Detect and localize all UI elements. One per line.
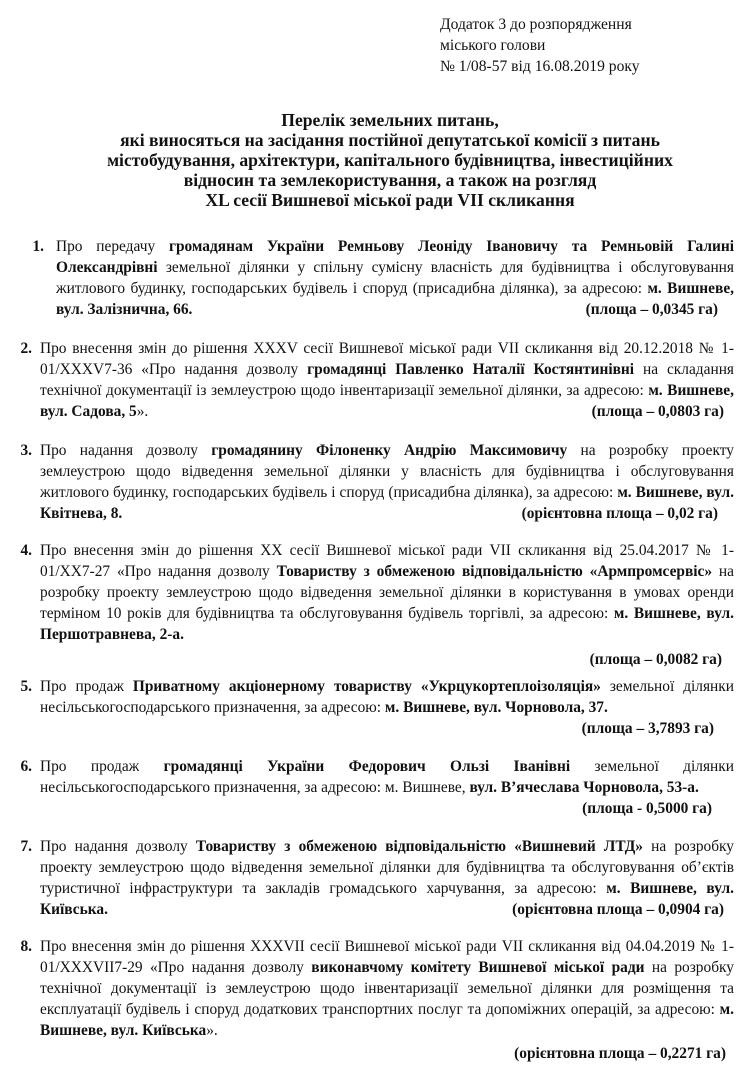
item-address: м. Вишневе, вул. Садова, 5	[40, 382, 734, 420]
list-item	[20, 540, 734, 670]
item-text	[56, 236, 734, 320]
item-text	[40, 836, 734, 920]
list-item	[20, 936, 734, 1064]
appendix-line: міського голови	[440, 37, 546, 54]
list-item	[32, 236, 734, 320]
appendix-line: Додаток 3 до розпорядження	[440, 16, 632, 33]
document-title	[40, 110, 740, 210]
item-number: 8.	[20, 938, 32, 955]
title-line: відносин та землекористування, а також на розгляд	[183, 170, 597, 190]
list-item	[20, 338, 735, 422]
item-text-part: Про внесення змін до рішення XX сесії Вишневої міської ради VII скликання від 25.04.2017 № 1-01/XX7-27 «Про надання дозволу	[40, 542, 734, 580]
item-text-part: ».	[136, 403, 149, 420]
title-line: містобудування, архітектури, капітального будівництва, інвестиційних	[107, 150, 673, 170]
item-text	[40, 440, 734, 524]
item-text-part: земельної ділянки у спільну сумісну власність для будівництва і обслуговування житлового будинку, господарських будівель і споруд (присадибна ділянка), за адресою:	[56, 259, 734, 297]
item-subject: громадянці Павленко Наталії Костянтинівні	[307, 361, 635, 378]
item-number: 4.	[20, 542, 32, 559]
item-subject: Товариству з обмеженою відповідальністю «Армпромсервіс»	[276, 563, 713, 580]
item-address: вул. В’ячеслава Чорновола, 53-а.	[469, 779, 699, 796]
appendix-line: № 1/08-57 від 16.08.2019 року	[440, 58, 640, 75]
item-subject: громадянці України Федорович Ользі Іванівні	[163, 758, 571, 775]
item-text-part: Про передачу	[56, 238, 169, 255]
list-item	[20, 676, 735, 739]
item-address: м. Вишневе, вул. Київська	[40, 1001, 734, 1039]
item-text	[40, 338, 734, 422]
item-address: м. Вишневе, вул. Квітнева, 8.	[40, 484, 735, 522]
item-subject: Приватному акціонерному товариству «Укрцукортеплоізоляція»	[132, 678, 601, 695]
item-address: м. Вишневе, вул. Чорновола, 37.	[384, 699, 608, 716]
item-text	[40, 540, 734, 645]
item-area: (площа - 0,5000 га)	[582, 800, 712, 817]
item-number: 6.	[20, 758, 32, 775]
title-line: XL сесії Вишневої міської ради VII скликання	[205, 190, 575, 210]
item-subject: громадянам України Ремньову Леоніду Івановичу та Ремньовій Галині Олександрівні	[56, 238, 734, 276]
list-item	[20, 440, 735, 524]
list-item	[20, 756, 734, 819]
item-text-part: Про продаж	[40, 678, 133, 695]
item-subject: громадянину Філоненку Андрію Максимовичу	[211, 442, 568, 459]
item-number: 1.	[32, 238, 44, 255]
item-address: м. Вишневе, вул. Першотравнева, 2-а.	[40, 605, 734, 643]
item-number: 5.	[20, 678, 32, 695]
item-area: (орієнтовна площа – 0,0904 га)	[512, 901, 724, 918]
item-text-part: ».	[206, 1022, 218, 1039]
item-subject: виконавчому комітету Вишневої міської ради	[311, 959, 645, 976]
item-text	[40, 756, 734, 817]
item-text-part: на складання технічної документації із землеустрою щодо інвентаризації земельної ділянки, за адресою:	[40, 361, 735, 399]
item-number: 3.	[20, 442, 32, 459]
appendix-note	[440, 14, 740, 77]
item-number: 2.	[20, 340, 32, 357]
title-line: Перелік земельних питань,	[281, 110, 499, 130]
item-area: (площа – 3,7893 га)	[581, 720, 714, 737]
item-area: (площа – 0,0803 га)	[591, 403, 724, 420]
item-text-part: Про продаж	[40, 758, 164, 775]
item-text-part: земельної ділянки несільськогосподарського призначення, за адресою:	[40, 678, 735, 716]
title-line: які виносяться на засідання постійної депутатської комісії з питань	[120, 130, 660, 150]
item-area: (орієнтовна площа – 0,02 га)	[521, 505, 718, 522]
list-item	[20, 836, 735, 920]
item-text	[40, 936, 734, 1041]
item-text-part: земельної ділянки несільськогосподарського призначення, за адресою: м. Вишневе,	[40, 758, 734, 796]
item-text-part: Про надання дозволу	[40, 838, 196, 855]
item-text-part: на розробку проекту землеустрою щодо відведення земельної ділянки у власність для будівництва і обслуговування житлового будинку, господарських будівель і споруд (присадибна ділянка), за адресою:	[40, 442, 734, 501]
item-area: (площа – 0,0082 га)	[589, 651, 722, 668]
item-subject: Товариству з обмеженою відповідальністю «Вишневий ЛТД»	[195, 838, 643, 855]
item-text-part: на розробку проекту землеустрою щодо відведення земельної ділянки для будівництва та обслуговування об’єктів туристичної інфраструктури та закладів громадського харчування, за адресою:	[40, 838, 735, 897]
item-text-part: Про надання дозволу	[40, 442, 212, 459]
item-area: (площа – 0,0345 га)	[585, 301, 718, 318]
item-address: м. Вишневе, вул. Залізнична, 66.	[56, 280, 734, 318]
item-text-part: на розробку проекту землеустрою щодо відведення земельної ділянки в користування в умовах оренди терміном 10 років для будівництва та обслуговування будівель торгівлі, за адресою:	[40, 563, 734, 622]
item-number: 7.	[20, 838, 32, 855]
item-text-part: Про внесення змін до рішення XXXV сесії Вишневої міської ради VII скликання від 20.12.2018 № 1-01/XXXV7-36 «Про надання дозволу	[40, 340, 734, 378]
item-text	[40, 676, 735, 737]
item-text-part: на розробку технічної документації із землеустрою щодо інвентаризації земельної ділянки для розміщення та експлуатації будівель і споруд додаткових транспортних послуг та допоміжних операцій, за адресою:	[40, 959, 734, 1018]
item-address: м. Вишневе, вул. Київська.	[40, 880, 734, 918]
item-area: (орієнтовна площа – 0,2271 га)	[514, 1045, 726, 1062]
item-text-part: Про внесення змін до рішення XXXVII сесії Вишневої міської ради VII скликання від 04.04.2019 № 1-01/XXXVII7-29 «Про надання дозволу	[40, 938, 734, 976]
